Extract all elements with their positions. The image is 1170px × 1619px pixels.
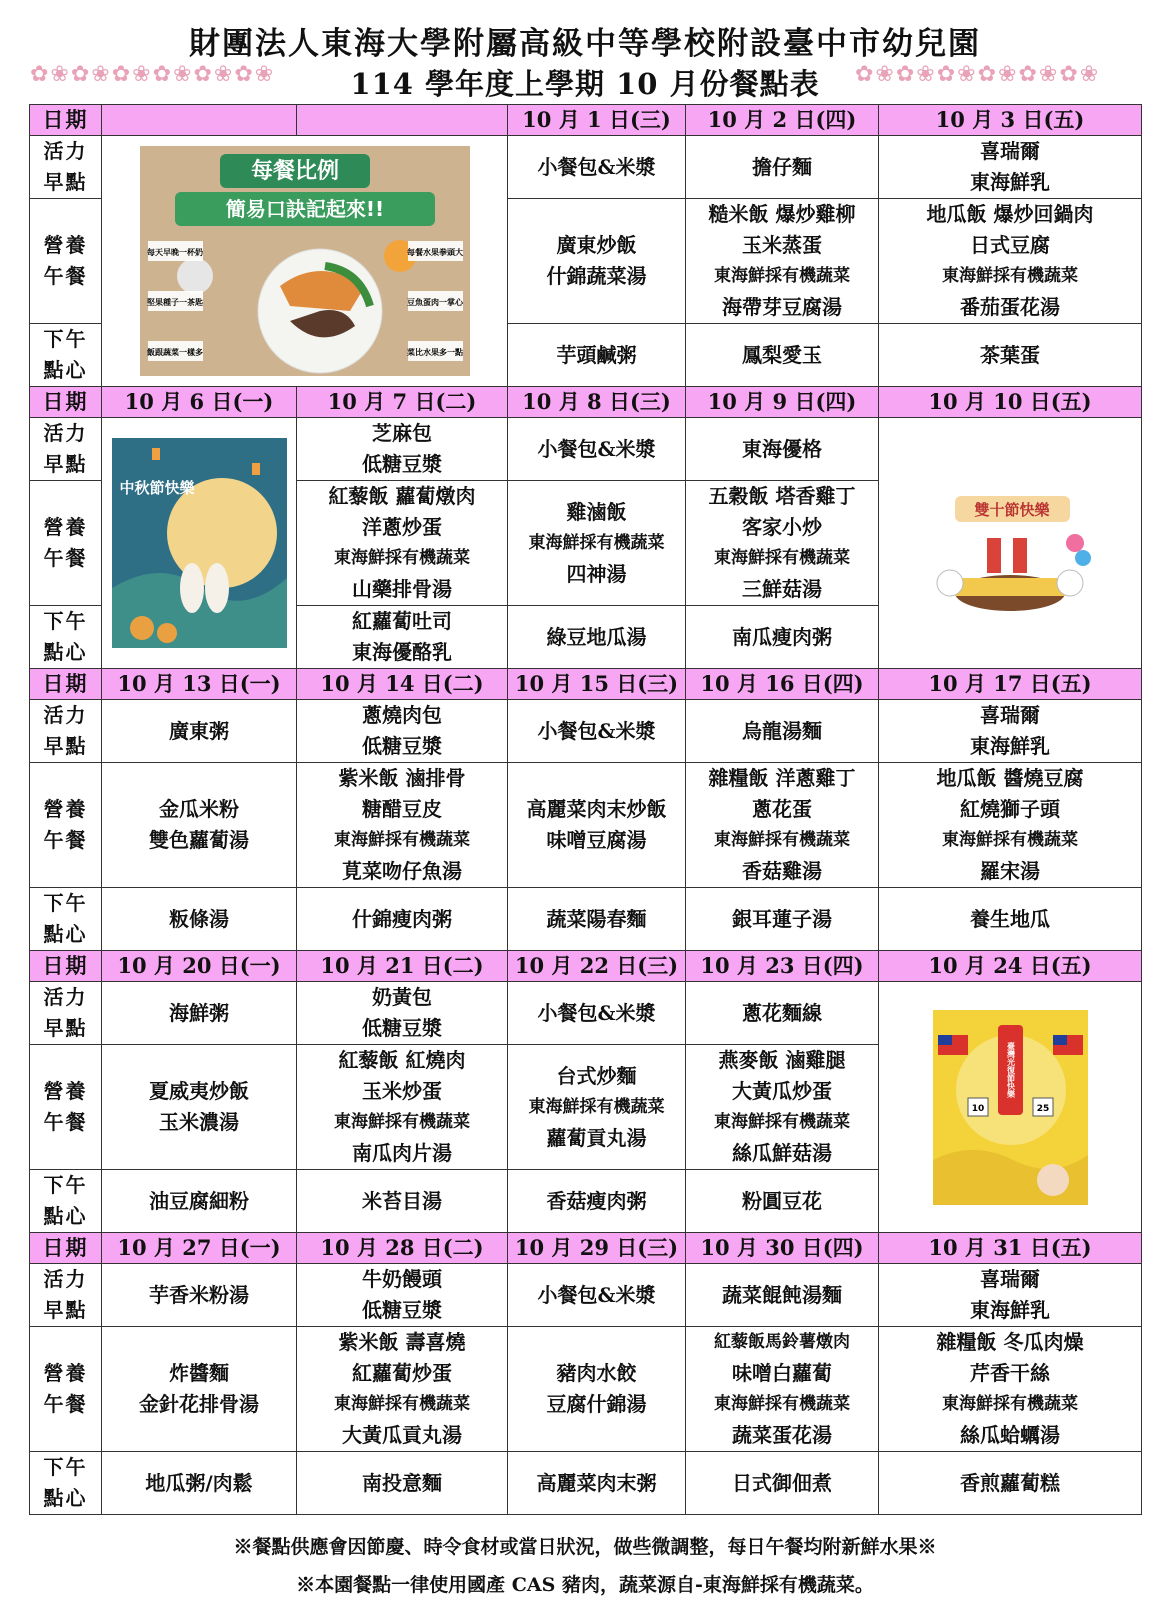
snack-row (30, 888, 1142, 951)
snack-item: 茶葉蛋 (980, 342, 1040, 367)
lunch-item: 雜糧飯 洋蔥雞丁 (708, 766, 856, 790)
lunch-item: 蘿蔔貢丸湯 (546, 1125, 647, 1150)
date-cell: 10 月 24 日(五) (879, 951, 1142, 982)
lunch-item: 夏威夷炒飯 (149, 1079, 249, 1103)
lunch-cell (879, 1327, 1142, 1452)
flower-decoration-right: ✿❀✿❀✿❀✿❀✿❀✿❀ (855, 62, 1101, 87)
lunch-item: 東海鮮採有機蔬菜 (528, 532, 665, 553)
lunch-cell (686, 1045, 879, 1170)
lunch-label (30, 1327, 102, 1452)
lunch-item: 香菇雞湯 (742, 859, 822, 883)
date-cell: 10 月 10 日(五) (879, 387, 1142, 418)
date-cell: 10 月 21 日(二) (297, 951, 508, 982)
snack-cell (508, 1170, 686, 1233)
lunch-item: 三鮮菇湯 (742, 577, 822, 601)
breakfast-item: 蔥花麵線 (742, 1000, 822, 1025)
lunch-item: 蔬菜蛋花湯 (732, 1423, 832, 1447)
poster-cell (102, 136, 508, 387)
lunch-row (30, 1327, 1142, 1452)
retrocession-day-poster (933, 1010, 1088, 1205)
lunch-item: 客家小炒 (742, 515, 822, 539)
breakfast-cell (297, 1264, 508, 1327)
snack-label (30, 888, 102, 951)
poster-cell (879, 418, 1142, 669)
breakfast-cell (297, 418, 508, 481)
lunch-item: 東海鮮採有機蔬菜 (942, 1394, 1078, 1414)
snack-label-text: 下午點心 (43, 609, 88, 664)
lunch-cell (297, 763, 508, 888)
lunch-item: 紫米飯 壽喜燒 (338, 1330, 466, 1354)
snack-item: 養生地瓜 (970, 906, 1050, 931)
date-row (30, 1233, 1142, 1264)
breakfast-item: 奶黃包 (372, 985, 432, 1009)
breakfast-cell (879, 1264, 1142, 1327)
lunch-item: 東海鮮採有機蔬菜 (714, 266, 850, 286)
lunch-item: 金瓜米粉 (159, 797, 239, 821)
lunch-item: 四神湯 (566, 561, 627, 586)
breakfast-label-text: 活力早點 (43, 703, 88, 758)
snack-label (30, 606, 102, 669)
date-label: 日期 (30, 951, 102, 982)
snack-item: 香煎蘿蔔糕 (960, 1470, 1060, 1495)
lunch-item: 雙色蘿蔔湯 (149, 828, 249, 852)
date-cell: 10 月 31 日(五) (879, 1233, 1142, 1264)
date-cell: 10 月 9 日(四) (686, 387, 879, 418)
lunch-cell (297, 481, 508, 606)
lunch-item: 五穀飯 塔香雞丁 (708, 484, 856, 508)
lunch-item: 紅藜飯 蘿蔔燉肉 (328, 484, 476, 508)
date-row (30, 387, 1142, 418)
lunch-item: 東海鮮採有機蔬菜 (714, 1112, 850, 1132)
lunch-item: 玉米蒸蛋 (742, 233, 822, 257)
snack-cell (508, 324, 686, 387)
date-cell: 10 月 29 日(三) (508, 1233, 686, 1264)
snack-cell (297, 888, 508, 951)
lunch-item: 味噌豆腐湯 (546, 828, 647, 852)
lunch-item: 山藥排骨湯 (352, 577, 452, 601)
lunch-item: 東海鮮採有機蔬菜 (942, 830, 1078, 850)
breakfast-cell (102, 1264, 297, 1327)
lunch-item: 莧菜吻仔魚湯 (342, 859, 462, 883)
breakfast-label (30, 136, 102, 199)
breakfast-cell (508, 136, 686, 199)
lunch-item: 紫米飯 滷排骨 (338, 766, 466, 790)
date-cell: 10 月 8 日(三) (508, 387, 686, 418)
breakfast-item: 低糖豆漿 (362, 734, 442, 758)
breakfast-cell (297, 700, 508, 763)
breakfast-cell (102, 982, 297, 1045)
breakfast-item: 蔥燒肉包 (362, 703, 442, 727)
snack-cell (686, 888, 879, 951)
snack-cell (102, 1170, 297, 1233)
lunch-item: 廣東炒飯 (556, 233, 637, 257)
lunch-item: 雜糧飯 冬瓜肉燥 (936, 1330, 1084, 1354)
snack-item: 綠豆地瓜湯 (546, 624, 647, 649)
poster4-title: 臺灣光復節快樂 (1006, 1041, 1015, 1098)
breakfast-label (30, 982, 102, 1045)
lunch-item: 番茄蛋花湯 (960, 295, 1060, 319)
breakfast-item: 小餐包&米漿 (537, 154, 656, 179)
snack-cell (297, 1170, 508, 1233)
lunch-cell (686, 481, 879, 606)
footer-note-2: ※本園餐點一律使用國產 CAS 豬肉，蔬菜源自-東海鮮採有機蔬菜。 (296, 1574, 874, 1596)
date-label: 日期 (30, 669, 102, 700)
lunch-cell (508, 763, 686, 888)
breakfast-row (30, 136, 1142, 199)
lunch-item: 洋蔥炒蛋 (362, 515, 442, 539)
lunch-label-text: 營養午餐 (43, 233, 88, 288)
lunch-item: 南瓜肉片湯 (352, 1141, 452, 1165)
lunch-cell (686, 199, 879, 324)
poster1-title1: 每餐比例 (250, 159, 339, 184)
lunch-label-text: 營養午餐 (43, 1079, 88, 1134)
snack-item: 蔬菜陽春麵 (546, 906, 647, 931)
lunch-item: 大黃瓜貢丸湯 (342, 1423, 462, 1447)
lunch-item: 東海鮮採有機蔬菜 (714, 1394, 850, 1414)
breakfast-cell (508, 982, 686, 1045)
breakfast-cell (508, 700, 686, 763)
breakfast-item: 小餐包&米漿 (537, 436, 656, 461)
lunch-item: 羅宋湯 (980, 859, 1040, 883)
breakfast-item: 海鮮粥 (169, 1000, 229, 1025)
lunch-cell (102, 1327, 297, 1452)
lunch-label (30, 1045, 102, 1170)
snack-cell (879, 888, 1142, 951)
poster-cell (879, 982, 1142, 1233)
lunch-cell (508, 199, 686, 324)
breakfast-item: 喜瑞爾 (980, 703, 1040, 727)
lunch-label-text: 營養午餐 (43, 1361, 88, 1416)
poster1-tip: 飯跟蔬菜一樣多 (146, 348, 203, 357)
lunch-item: 炸醬麵 (169, 1361, 229, 1385)
breakfast-cell (297, 982, 508, 1045)
menu-table (29, 104, 1142, 1515)
lunch-item: 玉米炒蛋 (362, 1079, 442, 1103)
breakfast-label-text: 活力早點 (43, 421, 88, 476)
lunch-cell (508, 1327, 686, 1452)
lunch-item: 金針花排骨湯 (139, 1392, 259, 1416)
lunch-cell (508, 1045, 686, 1170)
lunch-cell (297, 1327, 508, 1452)
snack-cell (879, 324, 1142, 387)
lunch-item: 東海鮮採有機蔬菜 (528, 1096, 665, 1117)
lunch-item: 紅蘿蔔炒蛋 (352, 1361, 452, 1385)
snack-item: 日式御佃煮 (732, 1470, 832, 1495)
snack-cell (102, 888, 297, 951)
breakfast-item: 東海鮮乳 (970, 734, 1050, 758)
snack-item: 紅蘿蔔吐司 (352, 609, 452, 633)
breakfast-item: 低糖豆漿 (362, 1298, 442, 1322)
date-cell: 10 月 1 日(三) (508, 105, 686, 136)
page-subtitle: 114 學年度上學期 10 月份餐點表 (350, 67, 820, 101)
lunch-item: 東海鮮採有機蔬菜 (334, 1112, 470, 1132)
lunch-cell (508, 481, 686, 606)
snack-label-text: 下午點心 (43, 327, 88, 382)
lunch-item: 紅燒獅子頭 (960, 797, 1060, 821)
lunch-item: 高麗菜肉末炒飯 (526, 797, 667, 821)
date-cell: 10 月 20 日(一) (102, 951, 297, 982)
snack-cell (686, 1452, 879, 1515)
breakfast-row (30, 1264, 1142, 1327)
snack-cell (508, 888, 686, 951)
lunch-item: 東海鮮採有機蔬菜 (714, 830, 850, 850)
lunch-item: 雞滷飯 (566, 499, 627, 524)
breakfast-label (30, 418, 102, 481)
date-label: 日期 (30, 387, 102, 418)
breakfast-item: 小餐包&米漿 (537, 1282, 656, 1307)
lunch-item: 地瓜飯 醬燒豆腐 (936, 766, 1084, 790)
snack-item: 香菇瘦肉粥 (546, 1188, 647, 1213)
lunch-cell (879, 763, 1142, 888)
mid-autumn-poster (112, 438, 287, 648)
lunch-item: 糖醋豆皮 (362, 797, 442, 821)
snack-label-text: 下午點心 (43, 1173, 88, 1228)
lunch-item: 地瓜飯 爆炒回鍋肉 (926, 202, 1094, 226)
flower-decoration-left: ✿❀✿❀✿❀✿❀✿❀✿❀ (30, 62, 276, 87)
poster4-left: 10 (971, 1103, 984, 1114)
breakfast-item: 喜瑞爾 (980, 1267, 1040, 1291)
lunch-item: 豆腐什錦湯 (546, 1392, 647, 1416)
lunch-item: 東海鮮採有機蔬菜 (714, 548, 850, 568)
snack-item: 鳳梨愛玉 (742, 342, 822, 367)
snack-cell (686, 606, 879, 669)
date-cell: 10 月 6 日(一) (102, 387, 297, 418)
snack-label (30, 1170, 102, 1233)
lunch-item: 東海鮮採有機蔬菜 (942, 266, 1078, 286)
lunch-label (30, 481, 102, 606)
footer-note-1: ※餐點供應會因節慶、時令食材或當日狀況，做些微調整，每日午餐均附新鮮水果※ (233, 1536, 937, 1558)
snack-item: 粄條湯 (169, 906, 229, 931)
snack-cell (297, 606, 508, 669)
poster1-tip: 每餐水果拳頭大 (406, 248, 463, 257)
date-cell: 10 月 27 日(一) (102, 1233, 297, 1264)
breakfast-item: 東海鮮乳 (970, 1298, 1050, 1322)
date-cell: 10 月 28 日(二) (297, 1233, 508, 1264)
lunch-item: 日式豆腐 (970, 233, 1050, 257)
snack-item: 高麗菜肉末粥 (536, 1470, 657, 1495)
breakfast-label-text: 活力早點 (43, 1267, 88, 1322)
date-cell: 10 月 3 日(五) (879, 105, 1142, 136)
poster1-tip: 豆魚蛋肉一掌心 (406, 298, 463, 307)
breakfast-label (30, 700, 102, 763)
snack-cell (508, 606, 686, 669)
date-cell: 10 月 15 日(三) (508, 669, 686, 700)
breakfast-row (30, 982, 1142, 1045)
date-cell: 10 月 23 日(四) (686, 951, 879, 982)
snack-label (30, 1452, 102, 1515)
snack-item: 芋頭鹹粥 (556, 342, 637, 367)
snack-item: 東海優酪乳 (352, 640, 452, 664)
snack-item: 米苔目湯 (362, 1188, 442, 1213)
lunch-row (30, 763, 1142, 888)
lunch-label (30, 763, 102, 888)
lunch-item: 豬肉水餃 (556, 1361, 637, 1385)
snack-item: 南投意麵 (362, 1470, 442, 1495)
date-cell: 10 月 2 日(四) (686, 105, 879, 136)
lunch-item: 蔥花蛋 (752, 797, 812, 821)
breakfast-cell (508, 1264, 686, 1327)
date-cell: 10 月 22 日(三) (508, 951, 686, 982)
breakfast-cell (686, 700, 879, 763)
snack-cell (297, 1452, 508, 1515)
snack-cell (508, 1452, 686, 1515)
snack-cell (686, 324, 879, 387)
date-row (30, 669, 1142, 700)
lunch-item: 絲瓜鮮菇湯 (732, 1141, 832, 1165)
date-cell: 10 月 16 日(四) (686, 669, 879, 700)
breakfast-cell (879, 700, 1142, 763)
breakfast-item: 擔仔麵 (752, 154, 812, 179)
breakfast-item: 芝麻包 (372, 421, 432, 445)
snack-item: 南瓜瘦肉粥 (732, 624, 832, 649)
breakfast-row (30, 418, 1142, 481)
date-cell: 10 月 13 日(一) (102, 669, 297, 700)
breakfast-cell (879, 136, 1142, 199)
snack-row (30, 1452, 1142, 1515)
poster1-tip: 菜比水果多一點 (406, 348, 463, 357)
lunch-item: 玉米濃湯 (159, 1110, 239, 1134)
breakfast-item: 廣東粥 (169, 718, 229, 743)
poster1-title2: 簡易口訣記起來!! (225, 197, 384, 221)
date-cell: 10 月 14 日(二) (297, 669, 508, 700)
lunch-cell (297, 1045, 508, 1170)
breakfast-item: 東海優格 (742, 436, 822, 461)
lunch-item: 味噌白蘿蔔 (732, 1361, 832, 1385)
breakfast-label-text: 活力早點 (43, 985, 88, 1040)
snack-item: 粉圓豆花 (742, 1188, 822, 1213)
date-cell: 10 月 30 日(四) (686, 1233, 879, 1264)
lunch-label (30, 199, 102, 324)
lunch-item: 芹香干絲 (970, 1361, 1050, 1385)
breakfast-cell (102, 700, 297, 763)
lunch-item: 東海鮮採有機蔬菜 (334, 1394, 470, 1414)
snack-label-text: 下午點心 (43, 891, 88, 946)
breakfast-cell (686, 982, 879, 1045)
snack-item: 地瓜粥/肉鬆 (145, 1470, 253, 1495)
snack-item: 油豆腐細粉 (149, 1188, 249, 1213)
page-title: 財團法人東海大學附屬高級中等學校附設臺中市幼兒園 (189, 26, 981, 62)
double-tenth-poster (925, 458, 1095, 628)
date-row (30, 951, 1142, 982)
lunch-item: 燕麥飯 滷雞腿 (718, 1048, 846, 1072)
date-label: 日期 (30, 1233, 102, 1264)
date-cell (297, 105, 508, 136)
lunch-item: 糙米飯 爆炒雞柳 (708, 202, 856, 226)
meal-proportion-poster (140, 146, 470, 376)
lunch-label-text: 營養午餐 (43, 515, 88, 570)
breakfast-item: 烏龍湯麵 (742, 718, 822, 743)
breakfast-item: 東海鮮乳 (970, 170, 1050, 194)
breakfast-cell (686, 136, 879, 199)
lunch-item: 紅藜飯 紅燒肉 (338, 1048, 466, 1072)
lunch-item: 台式炒麵 (556, 1063, 637, 1088)
poster-cell (102, 418, 297, 669)
lunch-label-text: 營養午餐 (43, 797, 88, 852)
lunch-item: 東海鮮採有機蔬菜 (334, 830, 470, 850)
lunch-item: 紅藜飯馬鈴薯燉肉 (714, 1332, 850, 1352)
lunch-cell (686, 763, 879, 888)
breakfast-item: 喜瑞爾 (980, 139, 1040, 163)
poster2-title: 中秋節快樂 (118, 479, 195, 497)
breakfast-item: 小餐包&米漿 (537, 1000, 656, 1025)
snack-item: 銀耳蓮子湯 (732, 906, 832, 931)
snack-label (30, 324, 102, 387)
snack-cell (879, 1452, 1142, 1515)
lunch-cell (879, 199, 1142, 324)
lunch-item: 大黃瓜炒蛋 (732, 1079, 832, 1103)
snack-label-text: 下午點心 (43, 1455, 88, 1510)
lunch-item: 海帶芽豆腐湯 (722, 295, 842, 319)
snack-item: 什錦瘦肉粥 (352, 906, 452, 931)
breakfast-cell (686, 418, 879, 481)
breakfast-item: 小餐包&米漿 (537, 718, 656, 743)
breakfast-cell (686, 1264, 879, 1327)
breakfast-item: 低糖豆漿 (362, 1016, 442, 1040)
lunch-cell (102, 763, 297, 888)
date-cell: 10 月 7 日(二) (297, 387, 508, 418)
breakfast-label-text: 活力早點 (43, 139, 88, 194)
lunch-item: 絲瓜蛤蠣湯 (960, 1423, 1060, 1447)
breakfast-label (30, 1264, 102, 1327)
lunch-cell (102, 1045, 297, 1170)
snack-cell (686, 1170, 879, 1233)
date-cell: 10 月 17 日(五) (879, 669, 1142, 700)
breakfast-item: 芋香米粉湯 (149, 1282, 249, 1307)
date-cell (102, 105, 297, 136)
breakfast-row (30, 700, 1142, 763)
poster1-tip: 每天早晚一杯奶 (146, 248, 203, 257)
poster4-right: 25 (1036, 1103, 1049, 1114)
breakfast-cell (508, 418, 686, 481)
snack-cell (102, 1452, 297, 1515)
date-row (30, 105, 1142, 136)
lunch-item: 什錦蔬菜湯 (546, 264, 647, 288)
poster1-tip: 堅果種子一茶匙 (146, 298, 203, 307)
breakfast-item: 低糖豆漿 (362, 452, 442, 476)
lunch-cell (686, 1327, 879, 1452)
lunch-item: 東海鮮採有機蔬菜 (334, 548, 470, 568)
date-label: 日期 (30, 105, 102, 136)
breakfast-item: 牛奶饅頭 (362, 1267, 442, 1291)
poster3-title: 雙十節快樂 (974, 501, 1050, 519)
breakfast-item: 蔬菜餛飩湯麵 (722, 1282, 842, 1307)
